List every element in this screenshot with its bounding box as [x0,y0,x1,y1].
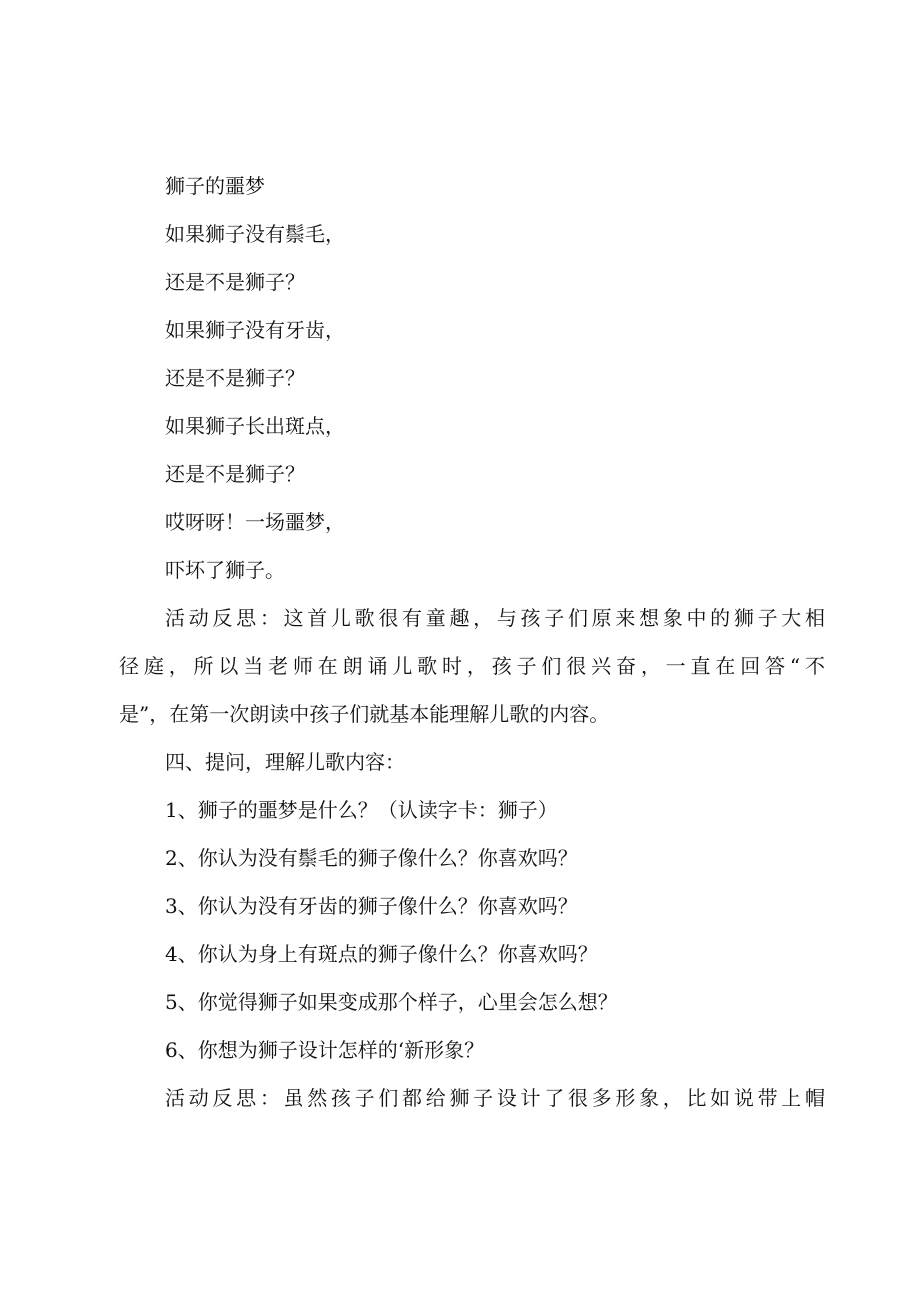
question-item: 4、你认为身上有斑点的狮子像什么？你喜欢吗？ [165,942,598,966]
reflection-paragraph-line: 活动反思：虽然孩子们都给狮子设计了很多形象，比如说带上帽 [165,1086,825,1110]
poem-line: 还是不是狮子？ [165,462,305,486]
section-heading: 四、提问，理解儿歌内容： [165,750,405,774]
poem-line: 如果狮子长出斑点， [165,414,345,438]
poem-line: 哎呀呀！一场噩梦， [165,510,345,534]
poem-line: 如果狮子没有牙齿， [165,318,345,342]
question-item: 1、狮子的噩梦是什么？（认读字卡：狮子） [165,798,558,822]
question-item: 5、你觉得狮子如果变成那个样子，心里会怎么想？ [165,990,618,1014]
question-item: 6、你想为狮子设计怎样的‘新形象？ [165,1038,485,1062]
reflection-paragraph-line: 活动反思：这首儿歌很有童趣，与孩子们原来想象中的狮子大相 [165,606,825,630]
poem-title: 狮子的噩梦 [165,174,265,198]
question-item: 3、你认为没有牙齿的狮子像什么？你喜欢吗？ [165,894,578,918]
reflection-paragraph-line: 是”，在第一次朗读中孩子们就基本能理解儿歌的内容。 [119,702,610,726]
poem-line: 还是不是狮子？ [165,366,305,390]
poem-line: 还是不是狮子？ [165,270,305,294]
question-item: 2、你认为没有鬃毛的狮子像什么？你喜欢吗？ [165,846,578,870]
poem-line: 吓坏了狮子。 [165,558,285,582]
reflection-paragraph-line: 径庭，所以当老师在朗诵儿歌时，孩子们很兴奋，一直在回答“不 [119,654,825,678]
poem-line: 如果狮子没有鬃毛， [165,222,345,246]
